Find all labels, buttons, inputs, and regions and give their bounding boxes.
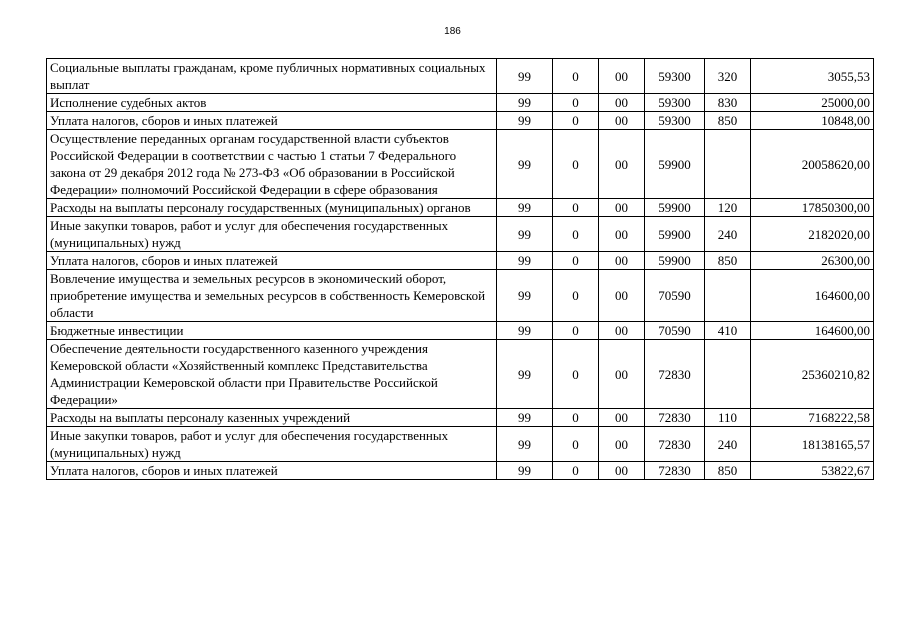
row-amount: 10848,00 — [751, 112, 874, 130]
row-code-3: 00 — [599, 199, 645, 217]
row-code-2: 0 — [553, 94, 599, 112]
row-code-2: 0 — [553, 252, 599, 270]
row-code-3: 00 — [599, 59, 645, 94]
row-code-3: 00 — [599, 252, 645, 270]
row-name: Исполнение судебных актов — [47, 94, 497, 112]
row-code-5: 850 — [705, 112, 751, 130]
row-code-3: 00 — [599, 322, 645, 340]
row-amount: 17850300,00 — [751, 199, 874, 217]
row-code-1: 99 — [497, 340, 553, 409]
row-name: Уплата налогов, сборов и иных платежей — [47, 462, 497, 480]
row-code-2: 0 — [553, 217, 599, 252]
row-amount: 18138165,57 — [751, 427, 874, 462]
page-number: 186 — [444, 26, 461, 37]
row-code-3: 00 — [599, 409, 645, 427]
row-code-2: 0 — [553, 199, 599, 217]
row-code-4: 70590 — [645, 322, 705, 340]
row-code-3: 00 — [599, 94, 645, 112]
row-name: Вовлечение имущества и земельных ресурсов в экономический оборот, приобретение имущества и земельных ресурсов в собственность Кемеровской области — [47, 270, 497, 322]
row-code-5: 240 — [705, 217, 751, 252]
row-name: Уплата налогов, сборов и иных платежей — [47, 252, 497, 270]
row-amount: 3055,53 — [751, 59, 874, 94]
table-row — [47, 59, 874, 94]
table-row — [47, 462, 874, 480]
row-code-2: 0 — [553, 130, 599, 199]
row-code-1: 99 — [497, 462, 553, 480]
table-row — [47, 112, 874, 130]
table-row — [47, 130, 874, 199]
row-code-5: 850 — [705, 462, 751, 480]
row-code-4: 72830 — [645, 462, 705, 480]
row-code-2: 0 — [553, 112, 599, 130]
table-row — [47, 409, 874, 427]
row-code-3: 00 — [599, 270, 645, 322]
row-code-5: 120 — [705, 199, 751, 217]
row-code-3: 00 — [599, 217, 645, 252]
row-code-2: 0 — [553, 427, 599, 462]
row-name: Уплата налогов, сборов и иных платежей — [47, 112, 497, 130]
row-code-2: 0 — [553, 462, 599, 480]
row-code-4: 59900 — [645, 199, 705, 217]
row-code-3: 00 — [599, 340, 645, 409]
row-code-5 — [705, 340, 751, 409]
row-code-4: 59300 — [645, 94, 705, 112]
row-code-4: 59900 — [645, 252, 705, 270]
row-code-3: 00 — [599, 130, 645, 199]
row-name: Социальные выплаты гражданам, кроме публичных нормативных социальных выплат — [47, 59, 497, 94]
row-code-5: 850 — [705, 252, 751, 270]
row-name: Расходы на выплаты персоналу государственных (муниципальных) органов — [47, 199, 497, 217]
table-row — [47, 252, 874, 270]
row-code-5: 240 — [705, 427, 751, 462]
row-code-2: 0 — [553, 340, 599, 409]
row-code-1: 99 — [497, 217, 553, 252]
row-code-1: 99 — [497, 112, 553, 130]
row-code-1: 99 — [497, 94, 553, 112]
row-code-1: 99 — [497, 427, 553, 462]
row-code-4: 59300 — [645, 112, 705, 130]
table-row — [47, 427, 874, 462]
row-code-5 — [705, 130, 751, 199]
row-amount: 26300,00 — [751, 252, 874, 270]
row-code-1: 99 — [497, 322, 553, 340]
table-row — [47, 217, 874, 252]
row-code-2: 0 — [553, 409, 599, 427]
row-code-4: 59900 — [645, 217, 705, 252]
row-code-3: 00 — [599, 427, 645, 462]
row-code-3: 00 — [599, 462, 645, 480]
row-code-5: 410 — [705, 322, 751, 340]
row-code-5 — [705, 270, 751, 322]
row-amount: 2182020,00 — [751, 217, 874, 252]
row-code-5: 320 — [705, 59, 751, 94]
row-amount: 25360210,82 — [751, 340, 874, 409]
row-code-1: 99 — [497, 130, 553, 199]
row-name: Расходы на выплаты персоналу казенных учреждений — [47, 409, 497, 427]
row-code-2: 0 — [553, 59, 599, 94]
row-code-4: 59900 — [645, 130, 705, 199]
row-code-4: 72830 — [645, 340, 705, 409]
table-row — [47, 340, 874, 409]
row-code-2: 0 — [553, 322, 599, 340]
row-name: Обеспечение деятельности государственного казенного учреждения Кемеровской области «Хозяйственный комплекс Представительства Администрации Кемеровской области при Правительстве Российской Федерации» — [47, 340, 497, 409]
row-amount: 164600,00 — [751, 322, 874, 340]
row-code-1: 99 — [497, 59, 553, 94]
row-code-4: 72830 — [645, 427, 705, 462]
row-amount: 53822,67 — [751, 462, 874, 480]
row-name: Иные закупки товаров, работ и услуг для обеспечения государственных (муниципальных) нужд — [47, 217, 497, 252]
table-row — [47, 199, 874, 217]
row-code-4: 70590 — [645, 270, 705, 322]
row-code-3: 00 — [599, 112, 645, 130]
row-code-1: 99 — [497, 199, 553, 217]
row-code-1: 99 — [497, 270, 553, 322]
budget-table — [46, 58, 874, 480]
row-amount: 164600,00 — [751, 270, 874, 322]
row-name: Бюджетные инвестиции — [47, 322, 497, 340]
table-row — [47, 94, 874, 112]
row-code-5: 110 — [705, 409, 751, 427]
row-name: Осуществление переданных органам государственной власти субъектов Российской Федерации в соответствии с частью 1 статьи 7 Федерального закона от 29 декабря 2012 года № 273-ФЗ «Об образовании в Российской Федерации» полномочий Российской Федерации в сфере образования — [47, 130, 497, 199]
row-code-4: 72830 — [645, 409, 705, 427]
row-code-1: 99 — [497, 409, 553, 427]
table-row — [47, 270, 874, 322]
row-amount: 7168222,58 — [751, 409, 874, 427]
row-amount: 20058620,00 — [751, 130, 874, 199]
row-code-4: 59300 — [645, 59, 705, 94]
row-code-1: 99 — [497, 252, 553, 270]
row-amount: 25000,00 — [751, 94, 874, 112]
row-code-2: 0 — [553, 270, 599, 322]
row-code-5: 830 — [705, 94, 751, 112]
table-row — [47, 322, 874, 340]
row-name: Иные закупки товаров, работ и услуг для обеспечения государственных (муниципальных) нужд — [47, 427, 497, 462]
